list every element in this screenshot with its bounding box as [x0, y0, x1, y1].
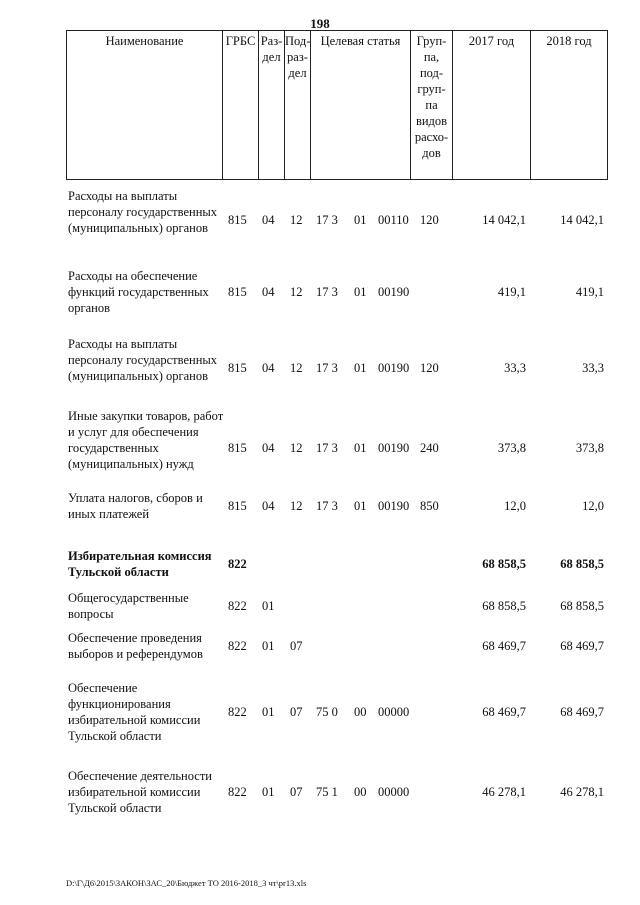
cell-v2018: 14 042,1 [560, 213, 604, 227]
header-razdel: Раз- дел [258, 30, 284, 180]
cell-v2017: 46 278,1 [482, 785, 526, 799]
cell-cs3: 00000 [378, 785, 410, 799]
page-number: 198 [310, 16, 330, 31]
header-target-article: Целевая статья [310, 30, 410, 180]
cell-v2017: 12,0 [504, 499, 526, 513]
cell-v2017: 68 858,5 [482, 557, 526, 571]
cell-pr: 12 [290, 285, 303, 299]
cell-grbs: 815 [228, 441, 247, 455]
cell-grbs: 815 [228, 285, 247, 299]
cell-cs1: 75 1 [316, 785, 338, 799]
table-row [0, 408, 640, 488]
row-name: Избирательная комиссия Тульской области [68, 549, 212, 579]
cell-vr: 120 [420, 361, 439, 375]
cell-grbs: 822 [228, 599, 247, 613]
header-2017: 2017 год [452, 30, 530, 180]
cell-cs2: 01 [354, 285, 367, 299]
cell-pr: 12 [290, 441, 303, 455]
cell-cs1: 75 0 [316, 705, 338, 719]
cell-pr: 07 [290, 639, 303, 653]
table-row [0, 490, 640, 522]
cell-v2017: 373,8 [497, 441, 526, 455]
cell-grbs: 822 [228, 705, 247, 719]
cell-v2017: 419,1 [497, 285, 526, 299]
header-2018: 2018 год [530, 30, 608, 180]
cell-pr: 12 [290, 499, 303, 513]
cell-rz: 04 [262, 361, 275, 375]
cell-cs3: 00190 [378, 285, 410, 299]
table-row [0, 336, 640, 400]
row-name: Иные закупки товаров, работ и услуг для обеспечения государственных (муниципальных) нужд [68, 409, 224, 471]
cell-v2017: 68 858,5 [482, 599, 526, 613]
cell-grbs: 822 [228, 557, 247, 571]
row-name: Обеспечение проведения выборов и референдумов [68, 631, 203, 661]
file-path-footer: D:\Г\Д6\2015\ЗАКОН\ЗАС_20\Бюджет ТО 2016-2018_3 чт\pr13.xls [66, 878, 307, 888]
cell-v2017: 33,3 [504, 361, 526, 375]
cell-cs1: 17 3 [316, 441, 338, 455]
table-row [0, 548, 640, 580]
cell-v2017: 14 042,1 [482, 213, 526, 227]
cell-cs2: 01 [354, 361, 367, 375]
row-name: Обеспечение функционирования избирательной комиссии Тульской области [68, 681, 201, 743]
cell-grbs: 822 [228, 785, 247, 799]
table-row [0, 768, 640, 816]
cell-cs2: 01 [354, 499, 367, 513]
cell-vr: 850 [420, 499, 439, 513]
cell-vr: 120 [420, 213, 439, 227]
cell-pr: 07 [290, 705, 303, 719]
cell-v2018: 33,3 [582, 361, 604, 375]
cell-grbs: 822 [228, 639, 247, 653]
cell-v2017: 68 469,7 [482, 705, 526, 719]
cell-v2018: 68 469,7 [560, 639, 604, 653]
cell-grbs: 815 [228, 213, 247, 227]
cell-cs2: 01 [354, 441, 367, 455]
header-grbs: ГРБС [222, 30, 258, 180]
cell-cs1: 17 3 [316, 499, 338, 513]
cell-rz: 01 [262, 705, 275, 719]
row-name: Расходы на выплаты персоналу государственных (муниципальных) органов [68, 189, 218, 235]
cell-cs2: 01 [354, 213, 367, 227]
cell-v2018: 373,8 [575, 441, 604, 455]
cell-cs3: 00000 [378, 705, 410, 719]
cell-rz: 01 [262, 785, 275, 799]
cell-v2018: 419,1 [575, 285, 604, 299]
cell-v2018: 12,0 [582, 499, 604, 513]
cell-cs2: 00 [354, 705, 367, 719]
cell-v2018: 68 469,7 [560, 705, 604, 719]
table-row [0, 590, 640, 622]
cell-v2018: 68 858,5 [560, 599, 604, 613]
cell-cs3: 00190 [378, 361, 410, 375]
cell-pr: 12 [290, 361, 303, 375]
cell-grbs: 815 [228, 361, 247, 375]
cell-rz: 04 [262, 213, 275, 227]
cell-rz: 01 [262, 599, 275, 613]
cell-cs3: 00110 [378, 213, 409, 227]
cell-rz: 04 [262, 499, 275, 513]
cell-cs1: 17 3 [316, 213, 338, 227]
cell-cs2: 00 [354, 785, 367, 799]
row-name: Обеспечение деятельности избирательной комиссии Тульской области [68, 769, 213, 815]
header-podrazdel: Под- раз- дел [284, 30, 310, 180]
cell-vr: 240 [420, 441, 439, 455]
cell-pr: 12 [290, 213, 303, 227]
cell-v2018: 68 858,5 [560, 557, 604, 571]
header-expense-group: Груп- па, под- груп- па видов расхо- дов [410, 30, 452, 180]
cell-v2017: 68 469,7 [482, 639, 526, 653]
cell-rz: 04 [262, 441, 275, 455]
row-name: Расходы на выплаты персоналу государственных (муниципальных) органов [68, 337, 218, 383]
table-row [0, 630, 640, 662]
row-name: Общегосударственные вопросы [68, 591, 189, 621]
cell-cs1: 17 3 [316, 285, 338, 299]
row-name: Уплата налогов, сборов и иных платежей [68, 491, 203, 521]
cell-grbs: 815 [228, 499, 247, 513]
table-row [0, 188, 640, 252]
row-name: Расходы на обеспечение функций государственных органов [68, 269, 209, 315]
cell-cs3: 00190 [378, 441, 410, 455]
cell-pr: 07 [290, 785, 303, 799]
table-row [0, 268, 640, 316]
cell-rz: 04 [262, 285, 275, 299]
header-name: Наименование [66, 30, 222, 180]
table-row [0, 680, 640, 744]
cell-cs3: 00190 [378, 499, 410, 513]
cell-cs1: 17 3 [316, 361, 338, 375]
cell-v2018: 46 278,1 [560, 785, 604, 799]
cell-rz: 01 [262, 639, 275, 653]
